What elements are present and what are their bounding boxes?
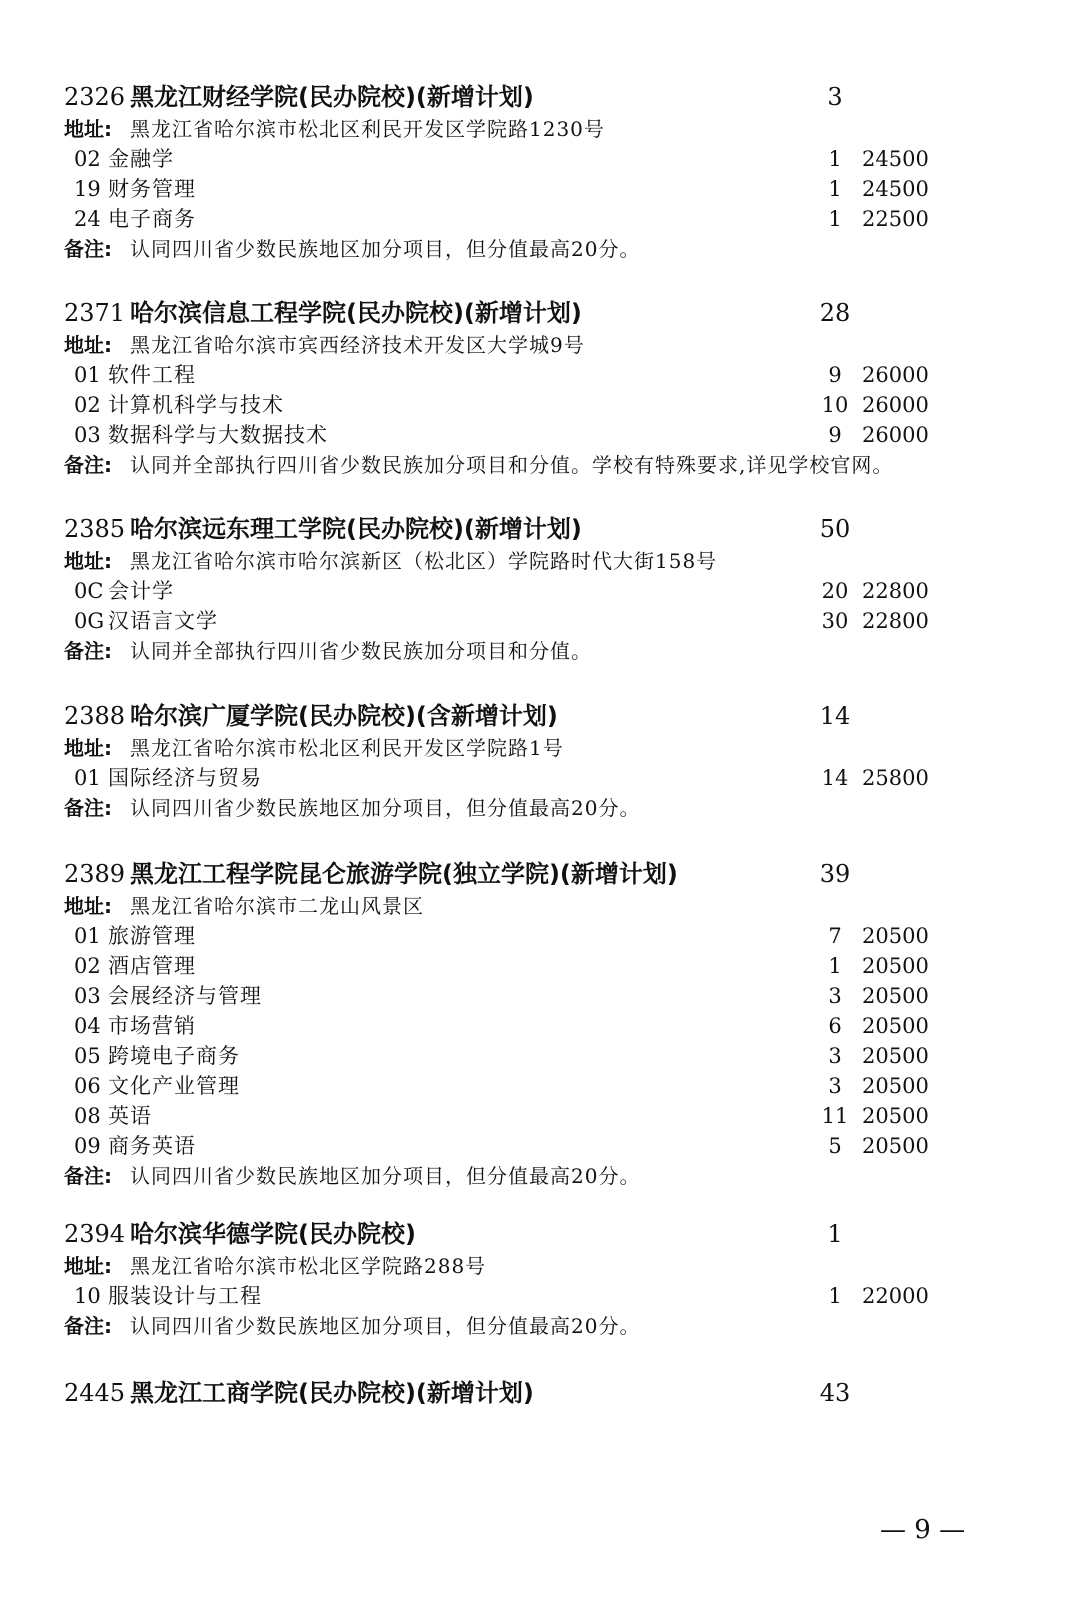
major-name: 旅游管理 [108, 924, 196, 948]
major-name: 跨境电子商务 [108, 1044, 240, 1068]
note-label: 备注: [64, 639, 112, 663]
institution-code: 2326 [64, 83, 126, 111]
address-text: 黑龙江省哈尔滨市二龙山风景区 [130, 894, 424, 918]
major-name: 服装设计与工程 [108, 1284, 262, 1308]
address-text: 黑龙江省哈尔滨市松北区利民开发区学院路1230号 [130, 117, 605, 141]
major-name: 数据科学与大数据技术 [108, 423, 328, 447]
major-fee: 20500 [862, 1104, 929, 1128]
institution-name: 黑龙江工程学院昆仑旅游学院(独立学院)(新增计划) [130, 860, 678, 888]
major-name: 文化产业管理 [108, 1074, 240, 1098]
address-label: 地址: [64, 333, 112, 357]
institution-header [0, 512, 1080, 546]
note-text: 认同四川省少数民族地区加分项目，但分值最高20分。 [130, 1314, 641, 1338]
note-label: 备注: [64, 453, 112, 477]
major-fee: 26000 [862, 423, 929, 447]
institution-total: 14 [819, 702, 851, 730]
major-count: 3 [828, 1074, 842, 1098]
major-code: 01 [74, 766, 101, 790]
major-count: 7 [828, 924, 842, 948]
major-code: 01 [74, 924, 101, 948]
institution-2445 [0, 1376, 1080, 1410]
institution-name: 哈尔滨华德学院(民办院校) [130, 1220, 416, 1248]
major-fee: 20500 [862, 984, 929, 1008]
note-label: 备注: [64, 796, 112, 820]
note-label: 备注: [64, 1314, 112, 1338]
major-row [0, 360, 1080, 390]
major-code: 0G [74, 609, 105, 633]
major-row [0, 1011, 1080, 1041]
major-code: 09 [74, 1134, 101, 1158]
note-line [0, 1311, 1080, 1341]
major-count: 1 [828, 207, 842, 231]
major-row [0, 174, 1080, 204]
note-line [0, 450, 1080, 480]
note-text: 认同并全部执行四川省少数民族加分项目和分值。 [130, 639, 592, 663]
major-code: 04 [74, 1014, 101, 1038]
address-line [0, 546, 1080, 576]
major-name: 英语 [108, 1104, 152, 1128]
major-count: 5 [828, 1134, 842, 1158]
major-count: 30 [821, 609, 849, 633]
note-text: 认同四川省少数民族地区加分项目，但分值最高20分。 [130, 237, 641, 261]
major-count: 6 [828, 1014, 842, 1038]
institution-header [0, 1217, 1080, 1251]
major-count: 1 [828, 147, 842, 171]
note-label: 备注: [64, 1164, 112, 1188]
major-name: 会计学 [108, 579, 174, 603]
institution-name: 哈尔滨远东理工学院(民办院校)(新增计划) [130, 515, 582, 543]
institution-code: 2445 [64, 1379, 126, 1407]
major-name: 金融学 [108, 147, 174, 171]
institution-code: 2388 [64, 702, 126, 730]
institution-total: 50 [819, 515, 851, 543]
note-text: 认同四川省少数民族地区加分项目，但分值最高20分。 [130, 1164, 641, 1188]
major-row [0, 420, 1080, 450]
institution-name: 黑龙江工商学院(民办院校)(新增计划) [130, 1379, 534, 1407]
major-count: 9 [828, 363, 842, 387]
major-row [0, 1041, 1080, 1071]
major-fee: 26000 [862, 363, 929, 387]
major-row [0, 606, 1080, 636]
address-line [0, 330, 1080, 360]
major-fee: 22800 [862, 609, 929, 633]
institution-2394 [0, 1217, 1080, 1341]
major-code: 03 [74, 984, 101, 1008]
address-text: 黑龙江省哈尔滨市松北区学院路288号 [130, 1254, 487, 1278]
major-row [0, 390, 1080, 420]
note-line [0, 1161, 1080, 1191]
institution-total: 43 [819, 1379, 851, 1407]
major-count: 14 [821, 766, 849, 790]
institution-2385 [0, 512, 1080, 666]
major-row [0, 1131, 1080, 1161]
note-label: 备注: [64, 237, 112, 261]
major-count: 10 [821, 393, 849, 417]
major-fee: 20500 [862, 954, 929, 978]
institution-code: 2394 [64, 1220, 126, 1248]
major-name: 汉语言文学 [108, 609, 218, 633]
address-line [0, 891, 1080, 921]
major-name: 市场营销 [108, 1014, 196, 1038]
institution-header [0, 699, 1080, 733]
address-line [0, 733, 1080, 763]
major-code: 24 [74, 207, 101, 231]
institution-2326 [0, 80, 1080, 264]
major-count: 1 [828, 1284, 842, 1308]
major-code: 10 [74, 1284, 101, 1308]
institution-total: 3 [827, 83, 843, 111]
major-name: 软件工程 [108, 363, 196, 387]
major-fee: 24500 [862, 147, 929, 171]
note-line [0, 793, 1080, 823]
institution-code: 2371 [64, 299, 126, 327]
major-row [0, 204, 1080, 234]
address-line [0, 1251, 1080, 1281]
major-row [0, 1101, 1080, 1131]
institution-2371 [0, 296, 1080, 480]
major-fee: 20500 [862, 1134, 929, 1158]
major-name: 国际经济与贸易 [108, 766, 262, 790]
major-count: 3 [828, 1044, 842, 1068]
major-fee: 22800 [862, 579, 929, 603]
major-name: 酒店管理 [108, 954, 196, 978]
note-text: 认同四川省少数民族地区加分项目，但分值最高20分。 [130, 796, 641, 820]
major-fee: 22500 [862, 207, 929, 231]
major-name: 计算机科学与技术 [108, 393, 284, 417]
major-fee: 20500 [862, 1014, 929, 1038]
address-label: 地址: [64, 894, 112, 918]
institution-header [0, 80, 1080, 114]
major-code: 0C [74, 579, 104, 603]
institution-code: 2385 [64, 515, 126, 543]
major-name: 商务英语 [108, 1134, 196, 1158]
major-count: 1 [828, 177, 842, 201]
major-row [0, 1281, 1080, 1311]
major-count: 11 [821, 1104, 849, 1128]
address-text: 黑龙江省哈尔滨市松北区利民开发区学院路1号 [130, 736, 564, 760]
major-code: 06 [74, 1074, 101, 1098]
major-code: 08 [74, 1104, 101, 1128]
major-row [0, 951, 1080, 981]
major-name: 财务管理 [108, 177, 196, 201]
note-line [0, 636, 1080, 666]
major-code: 03 [74, 423, 101, 447]
major-code: 02 [74, 393, 101, 417]
address-text: 黑龙江省哈尔滨市哈尔滨新区（松北区）学院路时代大街158号 [130, 549, 718, 573]
institution-name: 哈尔滨广厦学院(民办院校)(含新增计划) [130, 702, 558, 730]
note-text: 认同并全部执行四川省少数民族加分项目和分值。学校有特殊要求,详见学校官网。 [130, 453, 894, 477]
page-number: — 9 — [880, 1515, 966, 1545]
major-code: 02 [74, 954, 101, 978]
major-code: 05 [74, 1044, 101, 1068]
major-fee: 20500 [862, 1074, 929, 1098]
note-line [0, 234, 1080, 264]
institution-header [0, 296, 1080, 330]
address-label: 地址: [64, 1254, 112, 1278]
address-line [0, 114, 1080, 144]
major-row [0, 576, 1080, 606]
address-label: 地址: [64, 117, 112, 141]
major-count: 20 [821, 579, 849, 603]
institution-header [0, 1376, 1080, 1410]
major-row [0, 144, 1080, 174]
major-fee: 20500 [862, 1044, 929, 1068]
major-fee: 24500 [862, 177, 929, 201]
address-text: 黑龙江省哈尔滨市宾西经济技术开发区大学城9号 [130, 333, 585, 357]
major-row [0, 921, 1080, 951]
major-count: 3 [828, 984, 842, 1008]
major-fee: 22000 [862, 1284, 929, 1308]
major-count: 9 [828, 423, 842, 447]
major-name: 电子商务 [108, 207, 196, 231]
institution-total: 28 [819, 299, 851, 327]
institution-total: 39 [819, 860, 851, 888]
major-fee: 25800 [862, 766, 929, 790]
institution-header [0, 857, 1080, 891]
major-row [0, 763, 1080, 793]
address-label: 地址: [64, 549, 112, 573]
institution-code: 2389 [64, 860, 126, 888]
major-fee: 20500 [862, 924, 929, 948]
major-code: 02 [74, 147, 101, 171]
major-row [0, 1071, 1080, 1101]
institution-total: 1 [827, 1220, 843, 1248]
address-label: 地址: [64, 736, 112, 760]
institution-name: 哈尔滨信息工程学院(民办院校)(新增计划) [130, 299, 582, 327]
major-row [0, 981, 1080, 1011]
institution-2389 [0, 857, 1080, 1191]
major-code: 01 [74, 363, 101, 387]
major-code: 19 [74, 177, 101, 201]
institution-name: 黑龙江财经学院(民办院校)(新增计划) [130, 83, 534, 111]
institution-2388 [0, 699, 1080, 823]
major-fee: 26000 [862, 393, 929, 417]
major-name: 会展经济与管理 [108, 984, 262, 1008]
major-count: 1 [828, 954, 842, 978]
